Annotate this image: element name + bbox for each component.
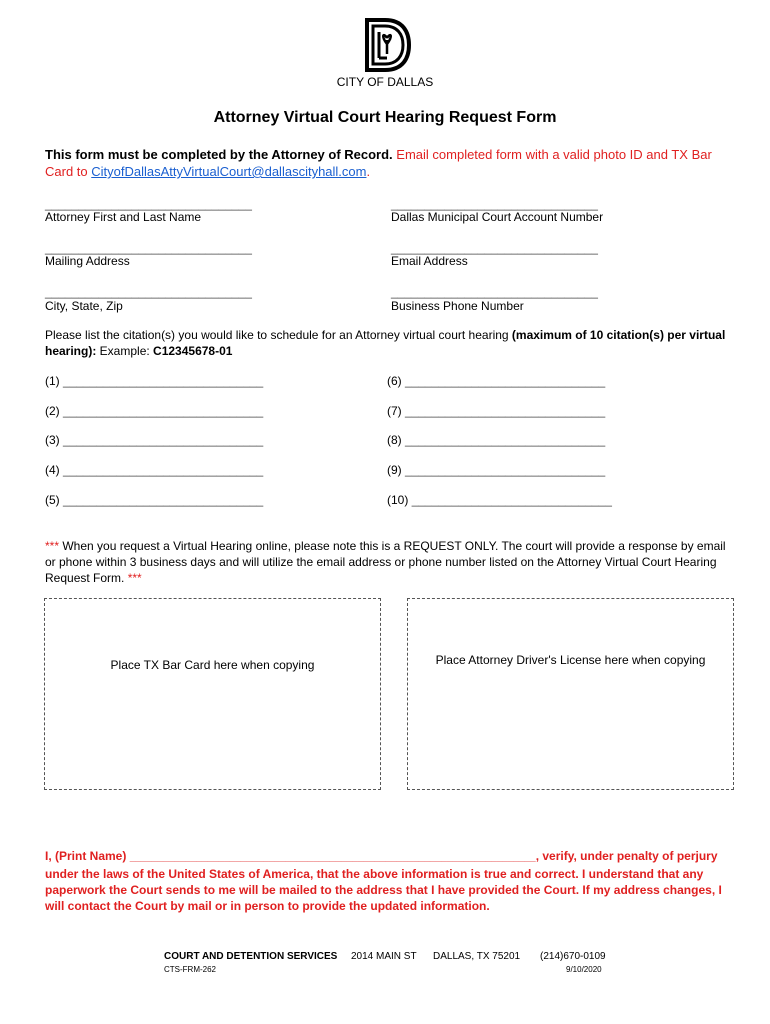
citation-blank[interactable]: ______________________________ (405, 374, 606, 388)
citation-instruction-text: Please list the citation(s) you would like to schedule for an Attorney virtual court hearing (45, 328, 512, 342)
form-date: 9/10/2020 (566, 965, 602, 974)
intro-paragraph (45, 146, 735, 180)
citation-number: (1) (45, 374, 60, 388)
citation-blank[interactable]: ______________________________ (411, 493, 612, 507)
footer-department: COURT AND DETENTION SERVICES (164, 951, 338, 962)
account-number-line[interactable]: _______________________________ (391, 197, 598, 211)
perjury-text: , verify, under penalty of perjury under the laws of the United States of America, that the above information is true and correct. I understand that any paperwork the Court sends to me will be mailed to the address that I have provided the Court. If my address changes, I will contact the Court by mail or in person to provide the updated information. (45, 849, 722, 913)
mailing-address-label: Mailing Address (45, 254, 130, 268)
intro-red: Email completed form with a valid photo ID and TX Bar Card to (45, 147, 712, 179)
citation-line[interactable] (45, 463, 263, 477)
citation-line[interactable] (387, 374, 605, 388)
intro-bold: This form must be completed by the Attorney of Record. (45, 147, 393, 162)
citation-number: (7) (387, 404, 402, 418)
footer-street: 2014 MAIN ST (351, 951, 417, 962)
citation-number: (8) (387, 433, 402, 447)
citation-line[interactable] (387, 404, 605, 418)
citation-number: (9) (387, 463, 402, 477)
citation-line[interactable] (45, 404, 263, 418)
citation-line[interactable] (387, 493, 612, 507)
city-state-zip-line[interactable]: _______________________________ (45, 285, 252, 299)
citation-number: (6) (387, 374, 402, 388)
example-label: Example: (96, 344, 154, 358)
attorney-name-line[interactable]: _______________________________ (45, 197, 252, 211)
license-instruction: Place Attorney Driver's License here when copying (435, 653, 706, 667)
bar-card-instruction: Place TX Bar Card here when copying (110, 658, 315, 672)
citation-number: (4) (45, 463, 60, 477)
citation-line[interactable] (387, 433, 605, 447)
citation-number: (2) (45, 404, 60, 418)
citation-blank[interactable]: ______________________________ (63, 404, 264, 418)
footer-phone: (214)670-0109 (540, 951, 606, 962)
citation-blank[interactable]: ______________________________ (63, 463, 264, 477)
citation-blank[interactable]: ______________________________ (405, 463, 606, 477)
citation-line[interactable] (45, 493, 263, 507)
citation-line[interactable] (387, 463, 605, 477)
business-phone-label: Business Phone Number (391, 299, 524, 313)
mailing-address-line[interactable]: _______________________________ (45, 241, 252, 255)
form-code: CTS-FRM-262 (164, 965, 217, 974)
citation-number: (10) (387, 493, 409, 507)
citation-number: (5) (45, 493, 60, 507)
business-phone-line[interactable]: _______________________________ (391, 285, 598, 299)
city-of-dallas-logo-icon (363, 18, 411, 72)
citation-line[interactable] (45, 374, 263, 388)
print-name-line[interactable]: _________________________________________________________________________ (129, 852, 536, 863)
example-value: C12345678-01 (153, 344, 233, 358)
citation-blank[interactable]: ______________________________ (63, 493, 264, 507)
intro-end: . (366, 164, 371, 179)
attorney-name-label: Attorney First and Last Name (45, 210, 202, 224)
notice-stars-open: *** (45, 539, 60, 553)
city-name: CITY OF DALLAS (336, 75, 434, 89)
citation-line[interactable] (45, 433, 263, 447)
request-notice (45, 538, 735, 586)
print-name-label: I, (Print Name) (45, 849, 130, 863)
citation-number: (3) (45, 433, 60, 447)
perjury-statement (45, 848, 735, 914)
email-link[interactable]: CityofDallasAttyVirtualCourt@dallascityhall.com (91, 164, 367, 179)
notice-stars-close: *** (127, 571, 142, 585)
bar-card-box (44, 598, 381, 790)
license-box (407, 598, 734, 790)
citation-blank[interactable]: ______________________________ (63, 374, 264, 388)
notice-text: When you request a Virtual Hearing online, please note this is a REQUEST ONLY. The court will provide a response by email or phone within 3 business days and will utilize the email address or phone number listed on the Attorney Virtual Court Hearing Request Form. (45, 539, 726, 585)
city-state-zip-label: City, State, Zip (45, 299, 123, 313)
citation-blank[interactable]: ______________________________ (405, 433, 606, 447)
page-title: Attorney Virtual Court Hearing Request Form (213, 109, 557, 126)
email-address-label: Email Address (391, 254, 468, 268)
citation-instruction (45, 327, 735, 359)
account-number-label: Dallas Municipal Court Account Number (391, 210, 604, 224)
footer-city: DALLAS, TX 75201 (433, 951, 521, 962)
citation-max-note: (maximum of 10 citation(s) per virtual hearing): (45, 328, 726, 358)
citation-blank[interactable]: ______________________________ (405, 404, 606, 418)
citation-blank[interactable]: ______________________________ (63, 433, 264, 447)
email-address-line[interactable]: _______________________________ (391, 241, 598, 255)
